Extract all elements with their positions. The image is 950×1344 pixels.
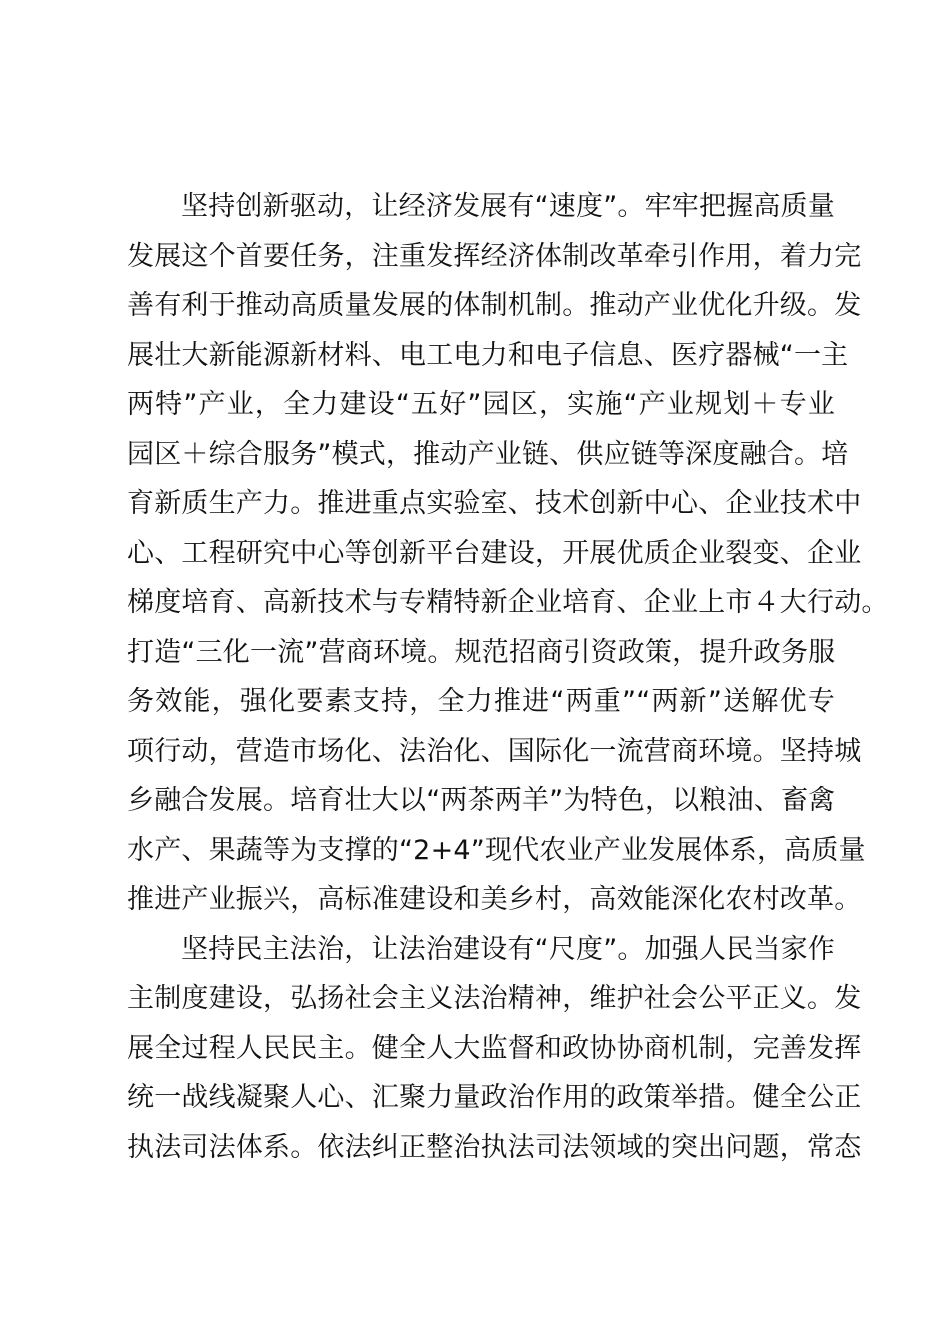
paragraph-rule-of-law [127, 925, 862, 1173]
paragraph-line: 展壮大新能源新材料、电工电力和电子信息、医疗器械“一主 [127, 339, 849, 371]
document-body [127, 182, 889, 1172]
paragraph-line: 乡融合发展。培育壮大以“两茶两羊”为特色，以粮油、畜禽 [127, 785, 836, 816]
paragraph-line: 务效能，强化要素支持，全力推进“两重”“两新”送解优专 [127, 686, 835, 717]
paragraph-line: 统一战线凝聚人心、汇聚力量政治作用的政策举措。健全公正 [127, 1082, 862, 1113]
paragraph-line: 主制度建设，弘扬社会主义法治精神，维护社会公平正义。发 [127, 983, 862, 1014]
paragraph-line: 展全过程人民民主。健全人大监督和政协协商机制，完善发挥 [127, 1032, 862, 1064]
paragraph-line: 育新质生产力。推进重点实验室、技术创新中心、企业技术中 [127, 488, 862, 519]
paragraph-line: 水产、果蔬等为支撑的“2+4”现代农业产业发展体系，高质量 [127, 834, 866, 866]
paragraph-line: 坚持创新驱动，让经济发展有“速度”。牢牢把握高质量 [181, 191, 835, 222]
paragraph-line: 梯度培育、高新技术与专精特新企业培育、企业上市４大行动。 [127, 587, 889, 618]
paragraph-line: 坚持民主法治，让法治建设有“尺度”。加强人民当家作 [181, 933, 835, 965]
paragraph-line: 园区＋综合服务”模式，推动产业链、供应链等深度融合。培 [127, 438, 849, 470]
paragraph-line: 项行动，营造市场化、法治化、国际化一流营商环境。坚持城 [127, 735, 862, 767]
paragraph-line: 发展这个首要任务，注重发挥经济体制改革牵引作用，着力完 [127, 240, 862, 272]
paragraph-line: 推进产业振兴，高标准建设和美乡村，高效能深化农村改革。 [127, 884, 862, 915]
paragraph-line: 执法司法体系。依法纠正整治执法司法领域的突出问题，常态 [127, 1131, 862, 1163]
paragraph-line: 两特”产业，全力建设“五好”园区，实施“产业规划＋专业 [127, 389, 835, 420]
paragraph-line: 善有利于推动高质量发展的体制机制。推动产业优化升级。发 [127, 290, 862, 321]
paragraph-line: 心、工程研究中心等创新平台建设，开展优质企业裂变、企业 [127, 537, 862, 569]
paragraph-innovation [127, 182, 889, 925]
paragraph-line: 打造“三化一流”营商环境。规范招商引资政策，提升政务服 [127, 636, 836, 668]
